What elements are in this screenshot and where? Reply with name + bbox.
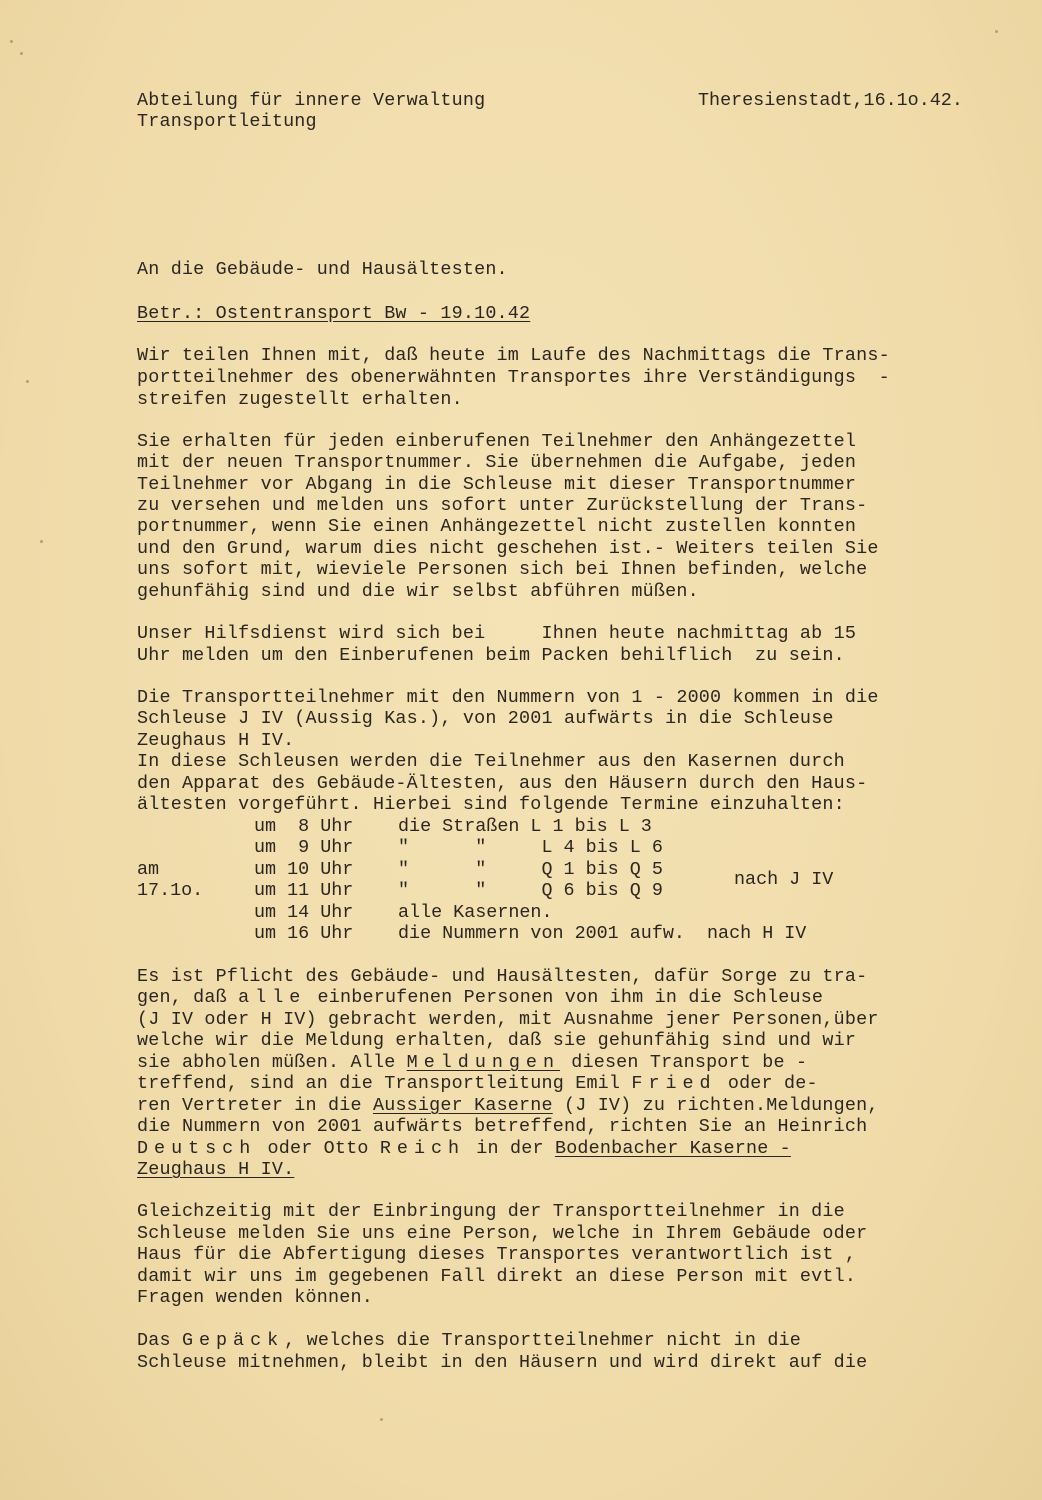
p5-text: diesen Transport be - <box>560 1052 808 1073</box>
unit-line: Transportleitung <box>137 111 317 132</box>
p5-text: einberufenen Personen von ihm in die Schleuse <box>306 987 824 1008</box>
p2-line-5: portnummer, wenn Sie einen Anhängezettel nicht zustellen konnten <box>137 516 857 537</box>
p5-emphasis-fried: Fried <box>631 1073 717 1094</box>
p5-line-1: Es ist Pflicht des Gebäude- und Hausältesten, dafür Sorge zu tra- <box>137 966 868 987</box>
p5-emphasis-reich: Reich <box>379 1138 466 1159</box>
p7-text: Das <box>137 1330 182 1351</box>
schedule-time-3: um 10 Uhr <box>254 859 354 880</box>
p5-text: oder Otto <box>256 1138 380 1159</box>
addressee: An die Gebäude- und Hausältesten. <box>137 259 508 280</box>
p4-line-6: ältesten vorgeführt. Hierbei sind folgende Termine einzuhalten: <box>137 794 845 815</box>
schedule-what-6: die Nummern von 2001 aufw. nach H IV <box>398 923 807 944</box>
p5-line-4: welche wir die Meldung erhalten, daß sie gehunfähig sind und wir <box>137 1030 857 1051</box>
paper-speck <box>20 52 23 55</box>
p4-line-2: Schleuse J IV (Aussig Kas.), von 2001 aufwärts in die Schleuse <box>137 708 834 729</box>
p5-line-7 <box>137 1095 879 1117</box>
p7-text: , welches die Transportteilnehmer nicht in die <box>284 1330 802 1351</box>
paper-speck <box>40 540 43 543</box>
p5-line-9 <box>137 1138 791 1160</box>
p4-line-4: In diese Schleusen werden die Teilnehmer aus den Kasernen durch <box>137 751 845 772</box>
schedule-what-5: alle Kasernen. <box>398 902 553 923</box>
p1-line-3: streifen zugestellt erhalten. <box>137 389 463 410</box>
p3-line-2: Uhr melden um den Einberufenen beim Packen behilflich zu sein. <box>137 645 845 666</box>
p5-underline-aussiger: Aussiger Kaserne <box>372 1095 553 1116</box>
p4-line-5: den Apparat des Gebäude-Ältesten, aus den Häusern durch den Haus- <box>137 773 868 794</box>
p6-line-4: damit wir uns im gegebenen Fall direkt an diese Person mit evtl. <box>137 1266 857 1287</box>
p5-line-8: die Nummern von 2001 aufwärts betreffend, richten Sie an Heinrich <box>137 1116 868 1137</box>
p7-line-2: Schleuse mitnehmen, bleibt in den Häusern und wird direkt auf die <box>137 1352 868 1373</box>
p5-underline-bodenbacher: Bodenbacher Kaserne - <box>554 1138 791 1159</box>
p5-text: treffend, sind an die Transportleitung Emil <box>137 1073 632 1094</box>
schedule-what-1: die Straßen L 1 bis L 3 <box>398 816 652 837</box>
schedule-what-2: " " L 4 bis L 6 <box>398 837 663 858</box>
subject-line: Betr.: Ostentransport Bw - 19.10.42 <box>137 303 531 324</box>
p5-line-10: Zeughaus H IV. <box>137 1159 295 1180</box>
schedule-time-4: um 11 Uhr <box>254 880 354 901</box>
p3-line-1: Unser Hilfsdienst wird sich bei Ihnen heute nachmittag ab 15 <box>137 623 857 644</box>
p2-line-2: mit der neuen Transportnummer. Sie übernehmen die Aufgabe, jeden <box>137 452 857 473</box>
p2-line-7: uns sofort mit, wieviele Personen sich bei Ihnen befinden, welche <box>137 559 868 580</box>
p5-text: gen, daß <box>137 987 239 1008</box>
p2-line-4: zu versehen und melden uns sofort unter Zurückstellung der Trans- <box>137 495 868 516</box>
p2-line-1: Sie erhalten für jeden einberufenen Teilnehmer den Anhängezettel <box>137 431 857 452</box>
p5-line-5 <box>137 1052 807 1074</box>
schedule-time-1: um 8 Uhr <box>254 816 354 837</box>
p7-line-1 <box>137 1330 801 1352</box>
place-date: Theresienstadt,16.1o.42. <box>698 90 963 111</box>
p4-line-3: Zeughaus H IV. <box>137 730 295 751</box>
p5-emphasis-deutsch: Deutsch <box>137 1138 257 1159</box>
schedule-time-2: um 9 Uhr <box>254 837 354 858</box>
p6-line-1: Gleichzeitig mit der Einbringung der Transportteilnehmer in die <box>137 1201 845 1222</box>
paper-speck <box>26 380 29 383</box>
p1-line-1: Wir teilen Ihnen mit, daß heute im Laufe des Nachmittags die Trans- <box>137 345 890 366</box>
paper-speck <box>10 40 13 43</box>
p5-text: sie abholen müßen. Alle <box>137 1052 407 1073</box>
department-line: Abteilung für innere Verwaltung <box>137 90 486 111</box>
schedule-bracket-target: nach J IV <box>734 869 834 890</box>
schedule-day-label-1: am <box>137 859 160 880</box>
paper-speck <box>995 30 998 33</box>
schedule-what-4: " " Q 6 bis Q 9 <box>398 880 663 901</box>
p6-line-5: Fragen wenden können. <box>137 1287 373 1308</box>
p5-line-3: (J IV oder H IV) gebracht werden, mit Ausnahme jener Personen,über <box>137 1009 879 1030</box>
p2-line-3: Teilnehmer vor Abgang in die Schleuse mit dieser Transportnummer <box>137 474 857 495</box>
p2-line-6: und den Grund, warum dies nicht geschehen ist.- Weiters teilen Sie <box>137 538 879 559</box>
p5-line-6 <box>137 1073 818 1095</box>
p5-line-2 <box>137 987 823 1009</box>
p7-emphasis-gepaeck: Gepäck <box>181 1330 285 1351</box>
p5-text: (J IV) zu richten.Meldungen, <box>552 1095 879 1116</box>
p1-line-2: portteilnehmer des obenerwähnten Transportes ihre Verständigungs - <box>137 367 890 388</box>
p5-text: ren Vertreter in die <box>137 1095 373 1116</box>
p5-emphasis-alle: alle <box>238 987 307 1008</box>
p6-line-3: Haus für die Abfertigung dieses Transportes verantwortlich ist , <box>137 1244 857 1265</box>
p4-line-1: Die Transportteilnehmer mit den Nummern von 1 - 2000 kommen in die <box>137 687 879 708</box>
p6-line-2: Schleuse melden Sie uns eine Person, welche in Ihrem Gebäude oder <box>137 1223 868 1244</box>
p5-emphasis-meldungen: Meldungen <box>406 1052 560 1073</box>
p2-line-8: gehunfähig sind und die wir selbst abführen müßen. <box>137 581 699 602</box>
schedule-time-5: um 14 Uhr <box>254 902 354 923</box>
p5-text: oder de- <box>716 1073 818 1094</box>
schedule-day-label-2: 17.1o. <box>137 880 204 901</box>
p5-text: in der <box>465 1138 555 1159</box>
paper-speck <box>380 1418 383 1421</box>
schedule-what-3: " " Q 1 bis Q 5 <box>398 859 663 880</box>
schedule-time-6: um 16 Uhr <box>254 923 354 944</box>
